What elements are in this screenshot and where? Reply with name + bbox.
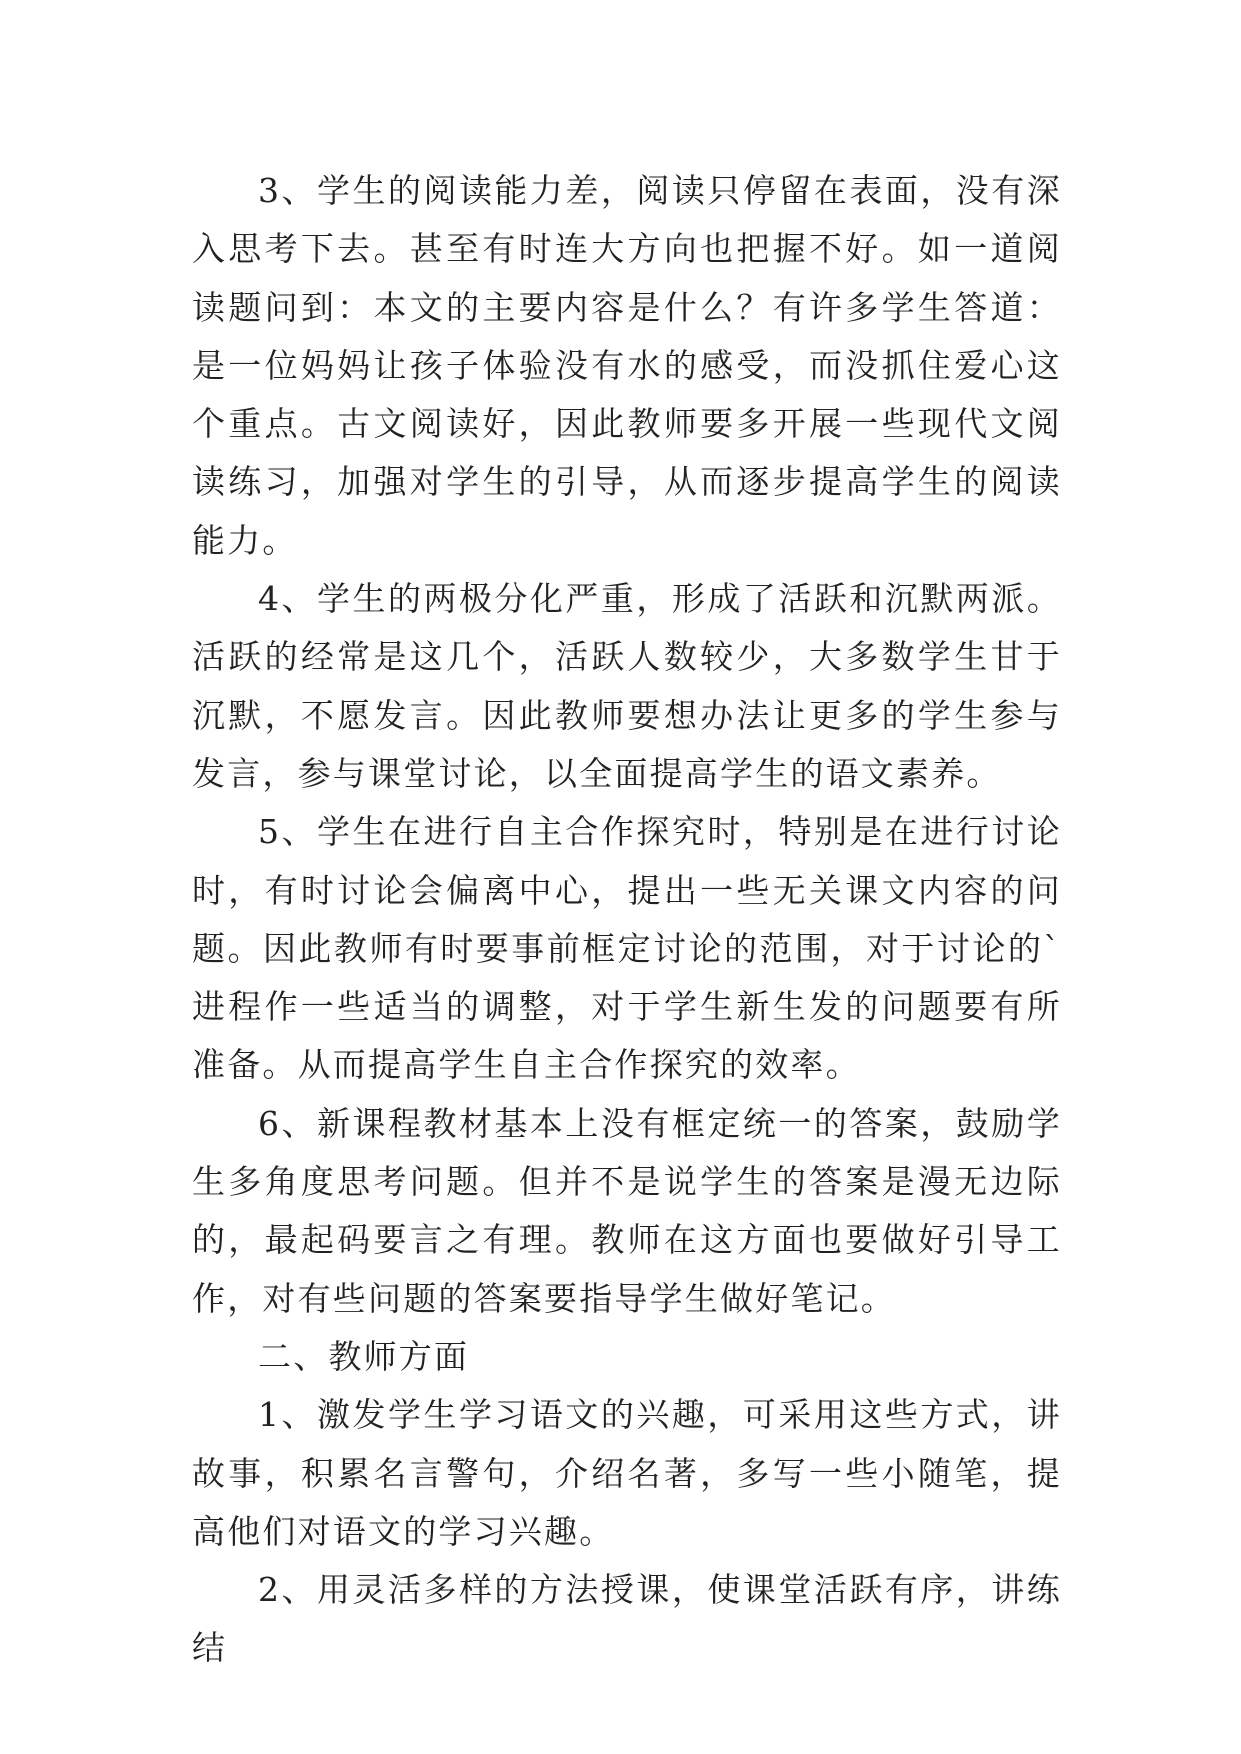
section-heading-teacher: 二、教师方面 — [258, 1336, 470, 1376]
paragraph-4-polarization: 4、学生的两极分化严重，形成了活跃和沉默两派。活跃的经常是这几个，活跃人数较少，大多数学生甘于沉默，不愿发言。因此教师要想办法让更多的学生参与发言，参与课堂讨论，以全面提高学生的语文素养。 — [192, 579, 1062, 793]
paragraph-3-reading-ability: 3、学生的阅读能力差，阅读只停留在表面，没有深入思考下去。甚至有时连大方向也把握不好。如一道阅读题问到：本文的主要内容是什么？有许多学生答道：是一位妈妈让孩子体验没有水的感受，而没抓住爱心这个重点。古文阅读好，因此教师要多开展一些现代文阅读练习，加强对学生的引导，从而逐步提高学生的阅读能力。 — [192, 171, 1062, 560]
paragraph-5-cooperative-inquiry: 5、学生在进行自主合作探究时，特别是在进行讨论时，有时讨论会偏离中心，提出一些无关课文内容的问题。因此教师有时要事前框定讨论的范围，对于讨论的`进程作一些适当的调整，对于学生新生发的问题要有所准备。从而提高学生自主合作探究的效率。 — [192, 812, 1062, 1085]
paragraph-6-open-answers: 6、新课程教材基本上没有框定统一的答案，鼓励学生多角度思考问题。但并不是说学生的答案是漫无边际的，最起码要言之有理。教师在这方面也要做好引导工作，对有些问题的答案要指导学生做好笔记。 — [192, 1103, 1062, 1318]
document-body — [192, 162, 1062, 1678]
paragraph-2-teaching-methods: 2、用灵活多样的方法授课，使课堂活跃有序，讲练结 — [192, 1570, 1062, 1668]
paragraph-1-interest: 1、激发学生学习语文的兴趣，可采用这些方式，讲故事，积累名言警句，介绍名著，多写一些小随笔，提高他们对语文的学习兴趣。 — [192, 1395, 1062, 1551]
